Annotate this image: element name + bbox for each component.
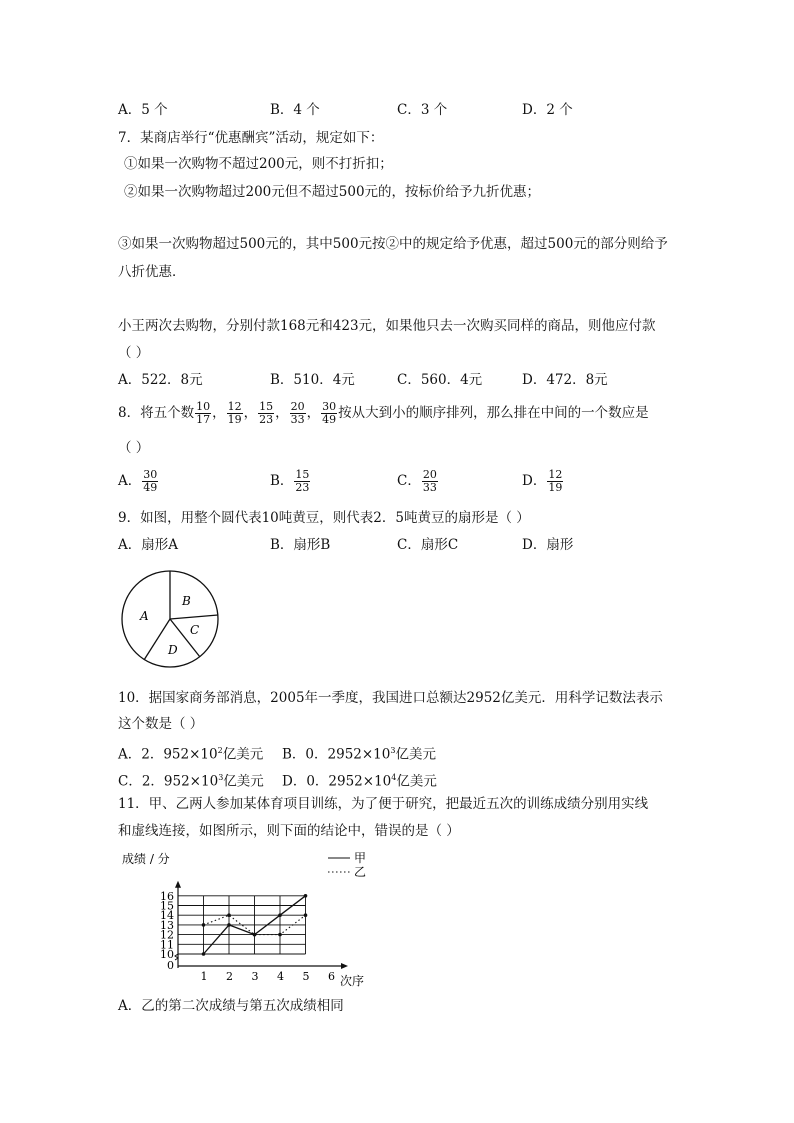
y-axis-arrow: [175, 881, 181, 888]
q11-option-a: A．乙的第二次成绩与第五次成绩相同: [118, 998, 344, 1014]
data-point: [304, 913, 308, 917]
y-tick-label: 12: [160, 928, 174, 942]
q9-option-d: D．扇形: [522, 537, 574, 553]
data-point: [253, 933, 257, 937]
data-point: [202, 952, 206, 956]
q9-option-b: B．扇形B: [270, 537, 331, 553]
y-tick-label: 13: [160, 918, 174, 932]
q10-stem-line2: 这个数是（ ）: [118, 716, 204, 732]
x-tick-label: 5: [302, 970, 310, 983]
chart-ylabel: 成绩 / 分: [122, 852, 170, 866]
x-tick-label: 3: [251, 970, 259, 983]
q7-question: 小王两次去购物，分别付款168元和423元，如果他只去一次购买同样的商品，则他应付款: [118, 318, 656, 334]
data-point: [202, 923, 206, 927]
q7-rule-2: ②如果一次购物超过200元但不超过500元的，按标价给予九折优惠；: [124, 184, 541, 200]
y-tick-label: 10: [160, 948, 174, 961]
q8-stem: 8．将五个数 $\frac{10}{17}$ ， $\frac{12}{19}$ ， $\frac{15}{23}$ ， $\frac{20}{33}$ ， $\frac{30}{49}$ 按从大到小的顺序排列，那么排在中间的一个数应是: [118, 400, 649, 426]
y-tick-label: 15: [160, 899, 174, 913]
q7-stem: 7．某商店举行“优惠酬宾”活动，规定如下：: [118, 130, 384, 146]
q6-option-d: D．2 个: [522, 102, 573, 118]
sector-c-label: C: [190, 623, 200, 637]
x-tick-label: 1: [200, 970, 208, 983]
q11-stem-line2: 和虚线连接，如图所示，则下面的结论中，错误的是（ ）: [118, 823, 460, 839]
chart-xlabel: 次序: [340, 974, 365, 988]
chart-legend: [328, 851, 366, 879]
x-tick-label: 6: [328, 970, 335, 983]
y-tick-label: 0: [167, 959, 174, 972]
q11-stem-line1: 11．甲、乙两人参加某体育项目训练，为了便于研究，把最近五次的训练成绩分别用实线: [118, 796, 649, 812]
q8-fraction-5: $\frac{30}{49}$: [322, 400, 337, 426]
q8-fraction-1: $\frac{10}{17}$: [196, 400, 211, 426]
q8-option-c: C． $\frac{20}{33}$: [397, 468, 437, 494]
y-tick-label: 11: [160, 938, 174, 952]
q8-fraction-4: $\frac{20}{33}$: [290, 400, 305, 426]
q7-option-a: A．522．8元: [118, 372, 203, 388]
q7-option-c: C．560．4元: [397, 372, 483, 388]
q9-option-c: C．扇形C: [397, 537, 459, 553]
sector-b-label: B: [182, 594, 191, 608]
pie-divider-lower-left: [144, 619, 170, 660]
q8-fraction-3: $\frac{15}{23}$: [259, 400, 274, 426]
q6-option-c: C．3 个: [397, 102, 448, 118]
q8-answer-paren: （ ）: [118, 440, 150, 456]
q8-option-b: B． $\frac{15}{23}$: [270, 468, 310, 494]
x-axis-arrow: [341, 963, 348, 969]
data-point: [227, 923, 231, 927]
q8-option-d: D． $\frac{12}{19}$: [522, 468, 563, 494]
sector-d-label: D: [168, 643, 178, 657]
y-tick-label: 14: [160, 909, 174, 923]
q7-rule-3-line1: ③如果一次购物超过500元的，其中500元按②中的规定给予优惠，超过500元的部分则给予: [118, 236, 668, 252]
y-tick-label: 16: [160, 889, 174, 903]
q7-rule-3-line2: 八折优惠．: [118, 264, 186, 280]
q10-option-c: C．2．$952\times 10^3$亿美元: [118, 773, 264, 790]
legend-label: 乙: [354, 865, 367, 879]
data-point: [227, 913, 231, 917]
q6-option-b: B．4 个: [270, 102, 320, 118]
score-line-chart: [118, 848, 383, 988]
pie-divider-right: [170, 615, 218, 619]
q8-fraction-2: $\frac{12}{19}$: [227, 400, 242, 426]
data-point: [304, 894, 308, 898]
data-point: [278, 933, 282, 937]
q8-suffix: 按从大到小的顺序排列，那么排在中间的一个数应是: [338, 405, 649, 421]
legend-label: 甲: [354, 851, 367, 865]
q9-stem: 9．如图，用整个圆代表10吨黄豆，则代表2．5吨黄豆的扇形是（ ）: [118, 510, 530, 526]
q10-option-a: A．2．$952\times 10^2$亿美元: [118, 746, 264, 763]
q7-option-d: D．472．8元: [522, 372, 608, 388]
q10-stem-line1: 10．据国家商务部消息，2005年一季度，我国进口总额达2952亿美元．用科学记数法表示: [118, 690, 663, 706]
q7-answer-paren: （ ）: [118, 345, 150, 361]
q6-option-a: A．5 个: [118, 102, 168, 118]
q10-option-b: B．0．$2952\times 10^3$亿美元: [282, 746, 436, 763]
q8-option-a: A． $\frac{30}{49}$: [118, 468, 158, 494]
pie-figure: [118, 568, 228, 672]
x-tick-label: 2: [226, 970, 233, 983]
q9-option-a: A．扇形A: [118, 537, 178, 553]
q7-rule-1: ①如果一次购物不超过200元，则不打折扣；: [124, 156, 393, 172]
q8-prefix: 8．将五个数: [118, 405, 195, 421]
data-point: [278, 913, 282, 917]
q7-option-b: B．510．4元: [270, 372, 355, 388]
q10-option-d: D．0．$2952\times 10^4$亿美元: [282, 773, 437, 790]
sector-a-label: A: [140, 609, 149, 623]
x-tick-label: 4: [277, 970, 284, 983]
